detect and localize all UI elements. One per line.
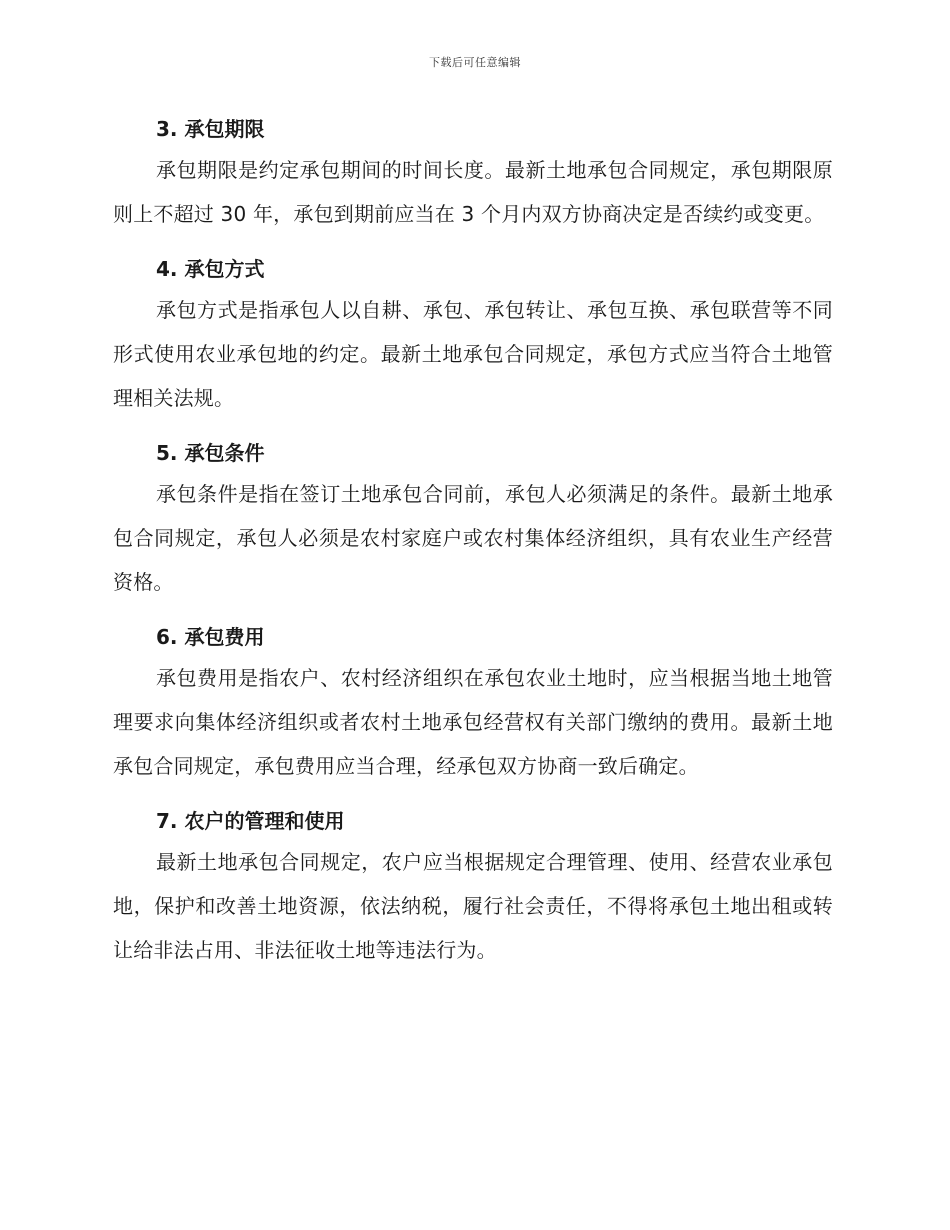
section-paragraph: 承包期限是约定承包期间的时间长度。最新土地承包合同规定，承包期限原则上不超过 30 年，承包到期前应当在 3 个月内双方协商决定是否续约或变更。 [113,158,833,226]
section-contract-term [113,110,833,236]
section-heading: 3. 承包期限 [156,117,265,141]
section-paragraph: 承包条件是指在签订土地承包合同前，承包人必须满足的条件。最新土地承包合同规定，承包人必须是农村家庭户或农村集体经济组织，具有农业生产经营资格。 [113,482,833,594]
section-farmer-management [113,802,833,972]
section-contract-conditions [113,434,833,604]
section-contract-method [113,250,833,420]
page-header: 下载后可任意编辑 [429,56,521,69]
section-paragraph: 最新土地承包合同规定，农户应当根据规定合理管理、使用、经营农业承包地，保护和改善土地资源，依法纳税，履行社会责任，不得将承包土地出租或转让给非法占用、非法征收土地等违法行为。 [113,850,833,962]
section-heading: 7. 农户的管理和使用 [156,809,345,833]
section-paragraph: 承包方式是指承包人以自耕、承包、承包转让、承包互换、承包联营等不同形式使用农业承包地的约定。最新土地承包合同规定，承包方式应当符合土地管理相关法规。 [113,298,833,410]
section-heading: 4. 承包方式 [156,257,265,281]
document-body [113,110,833,986]
section-paragraph: 承包费用是指农户、农村经济组织在承包农业土地时，应当根据当地土地管理要求向集体经济组织或者农村土地承包经营权有关部门缴纳的费用。最新土地承包合同规定，承包费用应当合理，经承包双方协商一致后确定。 [113,666,833,778]
section-heading: 6. 承包费用 [156,625,265,649]
section-heading: 5. 承包条件 [156,441,265,465]
section-contract-fees [113,618,833,788]
